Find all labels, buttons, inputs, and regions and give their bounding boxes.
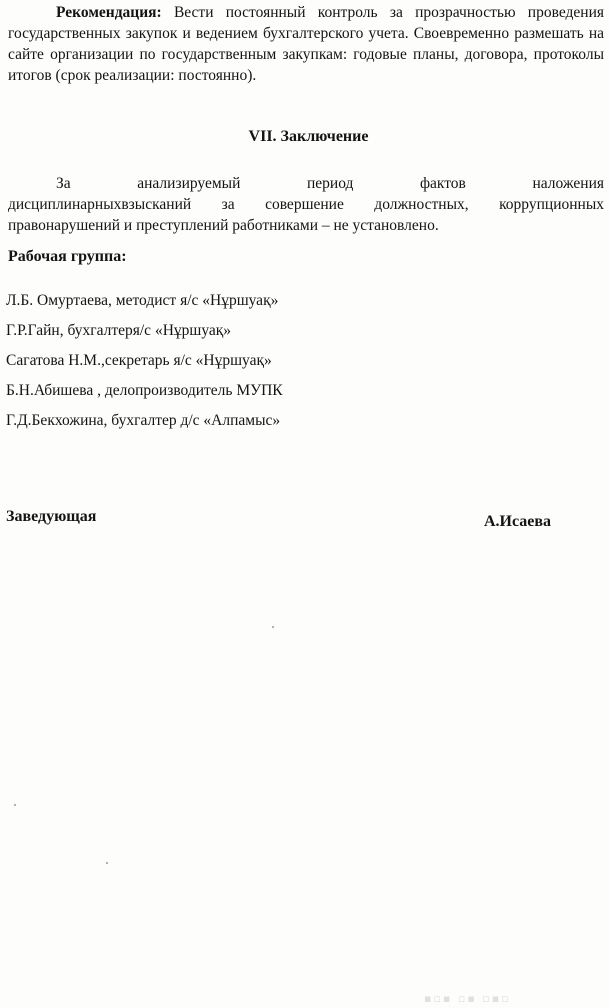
scan-speck [106,862,108,864]
list-item: Б.Н.Абишева , делопроизводитель МУПК [6,382,283,399]
signature-name: А.Исаева [484,513,552,530]
working-group-list [6,290,283,440]
list-item: Г.Д.Бекхожина, бухгалтер д/с «Алпамыс» [6,412,281,429]
recommendation-label: Рекомендация: [56,4,162,21]
recommendation-paragraph [8,2,604,86]
scan-smudge: ▪▫▪ ▫▪ ▫▪▫ [424,992,511,1005]
section-heading: VII. Заключение [248,128,369,145]
working-group-title: Рабочая группа: [8,248,127,265]
conclusion-first-line: За анализируемый период фактов наложения [56,175,604,192]
list-item: Сагатова Н.М.,секретарь я/с «Нұршуақ» [6,352,272,369]
list-item: Л.Б. Омуртаева, методист я/с «Нұршуақ» [6,292,279,309]
signature-role: Заведующая [6,508,97,525]
recommendation-text: Вести постоянный контроль за прозрачностью проведения государственных закупок и ведением бухгалтерского учета. Своевременно размешать на сайте организации по государственным закупкам: годовые планы, договора, протоколы итогов (срок реализации: постоянно). [8,4,604,84]
list-item: Г.Р.Гайн, бухгалтеря/с «Нұршуақ» [6,322,232,339]
scan-speck [272,626,274,628]
conclusion-text: дисциплинарныхвзысканий за совершение должностных, коррупционных правонарушений и преступлений работниками – не установлено. [8,196,604,234]
scan-speck [14,804,16,806]
conclusion-paragraph [8,173,604,236]
